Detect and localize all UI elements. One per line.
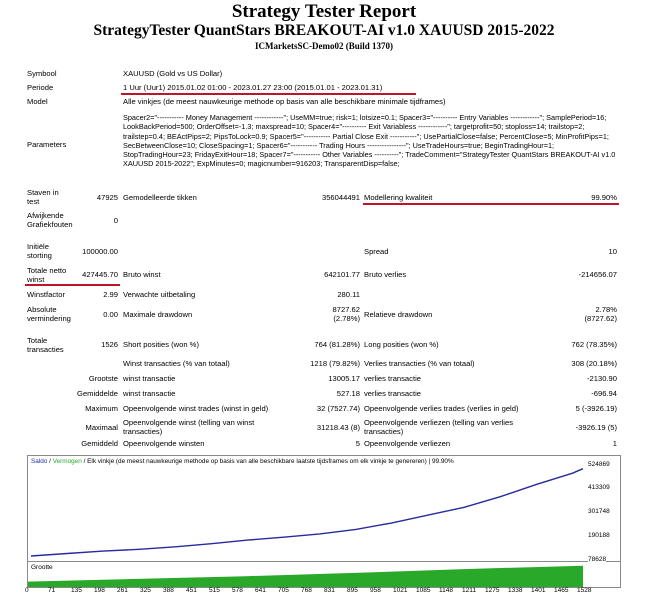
deposit-label: Initiële storting <box>27 242 52 260</box>
volume-area <box>28 566 583 587</box>
win-trades-value: 1218 (79.82%) <box>310 359 360 368</box>
legend-balance: Saldo <box>31 458 48 465</box>
symbol-value: XAUUSD (Gold vs US Dollar) <box>123 69 223 78</box>
y-tick-label: 413309 <box>588 484 610 491</box>
volume-chart <box>27 556 621 588</box>
win-trades-label: Winst transacties (% van totaal) <box>123 359 230 368</box>
x-tick-label: 1401 <box>531 587 546 594</box>
x-tick-label: 895 <box>347 587 358 594</box>
quality-underline <box>363 203 619 205</box>
period-value: 1 Uur (Uur1) 2015.01.02 01:00 - 2023.01.27 23:00 (2015.01.01 - 2023.01.31) <box>123 83 383 92</box>
net-profit-label: Totale netto winst <box>27 266 67 284</box>
max-consec-loss-label: Opeenvolgende verlies trades (verlies in geld) <box>364 404 519 413</box>
chart-legend: Saldo / Vermogen / Elk vinkje (de meest nauwkeurige methode op basis van alle beschikbare laatste tijdsframes om elk vinkje te genereren) | 99.90% <box>31 458 454 465</box>
maximal-label: Maximaal <box>85 423 118 432</box>
volume-chart-plot <box>28 562 620 587</box>
x-tick-label: 325 <box>140 587 151 594</box>
largest-label: Grootste <box>88 374 118 383</box>
max-drawdown-value: 8727.62 (2.78%) <box>332 305 360 323</box>
deposit-value: 100000.00 <box>82 247 118 256</box>
quality-label: Modellering kwaliteit <box>364 193 433 202</box>
x-tick-label: 71 <box>48 587 56 594</box>
x-tick-label: 705 <box>278 587 289 594</box>
largest-win-value: 13005.17 <box>328 374 360 383</box>
bars-value: 47925 <box>96 193 118 202</box>
profit-factor-value: 2.99 <box>103 290 118 299</box>
period-underline <box>121 93 416 95</box>
avg-consec-loss-label: Opeenvolgende verliezen <box>364 439 451 448</box>
x-tick-label: 261 <box>117 587 128 594</box>
avg-consec-label: Gemiddeld <box>81 439 118 448</box>
avg-consec-win-label: Opeenvolgende winsten <box>123 439 205 448</box>
x-tick-label: 451 <box>186 587 197 594</box>
balance-chart <box>27 455 621 563</box>
x-tick-label: 388 <box>163 587 174 594</box>
parameters-value: Spacer2="----------- Money Management ------------"; UseMM=true; risk=1; lotsize=0.1; Spacer3="---------- Entry Variables ------------"; SamplePeriod=16; LookBackPeriod=500; OrderOffset=-1.3; maxspread=10; Spacer4="---------- Exit Variabless ------------"; targetprofit=50; stoploss=14; trailstop=2; trailstep=0.4; BEActPips=2; PipsToLock=0.9; Spacer5="----------- Partial Close Exit -----------"; UsePartialClose=false; PercentClose=5; MinProfitPips=1; SecBetweenClose=10; CloseSpacing=1; Spacer6="----------- Trading Hours ----------------"; UseTradeHours=true; BeginTradingHour=1; StopTradingHour=23; FridayExitHour=18; Spacer7="----------- Other Variables ----------"; TradeComment="StrategyTester QuantStars BREAKOUT-AI v1.0 XAUUSD 2015-2022"; ExpMinutes=0; magicnumber=916203; TransparentDisp=false; <box>123 113 616 169</box>
gross-profit-value: 642101.77 <box>324 270 360 279</box>
x-tick-label: 198 <box>94 587 105 594</box>
long-positions-value: 762 (78.35%) <box>571 340 617 349</box>
total-trades-value: 1526 <box>101 340 118 349</box>
largest-loss-value: -2130.90 <box>587 374 617 383</box>
y-tick-label: 524869 <box>588 461 610 468</box>
loss-trades-value: 308 (20.18%) <box>571 359 617 368</box>
max-consec-loss-value: 5 (-3926.19) <box>575 404 617 413</box>
symbol-label: Symbool <box>27 69 57 78</box>
x-axis <box>27 587 619 599</box>
rel-drawdown-label: Relatieve drawdown <box>364 310 433 319</box>
mismatch-label: Afwijkende Grafiekfouten <box>27 211 73 229</box>
avg-loss-label: verlies transactie <box>364 389 421 398</box>
y-tick-label: 190188 <box>588 532 610 539</box>
y-tick-label: 301748 <box>588 508 610 515</box>
avg-win-value: 527.18 <box>336 389 360 398</box>
profit-factor-label: Winstfactor <box>27 290 65 299</box>
short-positions-label: Short posities (won %) <box>123 340 199 349</box>
largest-win-label: winst transactie <box>123 374 176 383</box>
payoff-label: Verwachte uitbetaling <box>123 290 196 299</box>
maximal-win-value: 31218.43 (8) <box>316 423 360 432</box>
largest-loss-label: verlies transactie <box>364 374 421 383</box>
x-tick-label: 1211 <box>462 587 476 594</box>
legend-equity: Vermogen <box>52 458 82 465</box>
volume-y-tick: 78628 <box>588 556 607 563</box>
loss-trades-label: Verlies transacties (% van totaal) <box>364 359 475 368</box>
report-server: ICMarketsSC-Demo02 (Build 1370) <box>255 41 393 51</box>
ticks-label: Gemodelleerde tikken <box>123 193 197 202</box>
max-consec-win-value: 32 (7527.74) <box>316 404 360 413</box>
x-tick-label: 1528 <box>577 587 592 594</box>
x-tick-label: 958 <box>370 587 381 594</box>
gross-loss-label: Bruto verlies <box>364 270 407 279</box>
maximal-win-label: Opeenvolgende winst (telling van winst transacties) <box>123 418 255 436</box>
net-profit-underline <box>25 284 120 286</box>
quality-value: 99.90% <box>591 193 617 202</box>
avg-consec-loss-value: 1 <box>612 439 617 448</box>
max-consec-win-label: Opeenvolgende winst trades (winst in geld) <box>123 404 269 413</box>
x-tick-label: 578 <box>232 587 243 594</box>
x-tick-label: 515 <box>209 587 220 594</box>
legend-note: Elk vinkje (de meest nauwkeurige methode op basis van alle beschikbare laatste tijdsframes om elk vinkje te genereren) | 99.90% <box>87 458 454 465</box>
short-positions-value: 764 (81.28%) <box>314 340 360 349</box>
abs-drawdown-label: Absolute vermindering <box>27 305 71 323</box>
avg-win-label: winst transactie <box>123 389 176 398</box>
payoff-value: 280.11 <box>337 290 360 299</box>
x-tick-label: 641 <box>255 587 266 594</box>
model-label: Model <box>27 97 48 106</box>
net-profit-value: 427445.70 <box>82 270 118 279</box>
average-label: Gemiddelde <box>77 389 118 398</box>
x-tick-label: 0 <box>25 587 29 594</box>
gross-loss-value: -214656.07 <box>578 270 617 279</box>
x-tick-label: 1275 <box>485 587 500 594</box>
x-tick-label: 1465 <box>554 587 569 594</box>
parameters-label: Parameters <box>27 140 67 149</box>
mismatch-value: 0 <box>113 216 118 225</box>
balance-chart-plot <box>28 456 620 562</box>
long-positions-label: Long posities (won %) <box>364 340 439 349</box>
x-tick-label: 1148 <box>439 587 453 594</box>
avg-loss-value: -696.94 <box>591 389 617 398</box>
period-label: Periode <box>27 83 54 92</box>
report-subtitle: StrategyTester QuantStars BREAKOUT-AI v1.0 XAUUSD 2015-2022 <box>93 22 555 39</box>
balance-line <box>31 469 583 556</box>
avg-consec-win-value: 5 <box>355 439 360 448</box>
bars-label: Staven in test <box>27 188 59 206</box>
total-trades-label: Totale transacties <box>27 336 64 354</box>
rel-drawdown-value: 2.78% (8727.62) <box>584 305 617 323</box>
abs-drawdown-value: 0.00 <box>103 310 118 319</box>
spread-label: Spread <box>364 247 389 256</box>
maximal-loss-label: Opeenvolgende verliezen (telling van verlies transacties) <box>364 418 514 436</box>
x-tick-label: 135 <box>71 587 82 594</box>
x-tick-label: 1338 <box>508 587 523 594</box>
x-tick-label: 1021 <box>393 587 408 594</box>
report-title: Strategy Tester Report <box>231 1 417 22</box>
volume-label: Grootte <box>31 564 53 571</box>
maximum-label: Maximum <box>85 404 118 413</box>
maximal-loss-value: -3926.19 (5) <box>575 423 617 432</box>
x-tick-label: 831 <box>324 587 335 594</box>
model-value: Alle vinkjes (de meest nauwkeurige methode op basis van alle beschikbare minimale tijdframes) <box>123 97 446 106</box>
x-tick-label: 1085 <box>416 587 431 594</box>
ticks-value: 356044491 <box>321 193 360 202</box>
max-drawdown-label: Maximale drawdown <box>123 310 193 319</box>
gross-profit-label: Bruto winst <box>123 270 161 279</box>
x-tick-label: 768 <box>301 587 312 594</box>
spread-value: 10 <box>608 247 617 256</box>
